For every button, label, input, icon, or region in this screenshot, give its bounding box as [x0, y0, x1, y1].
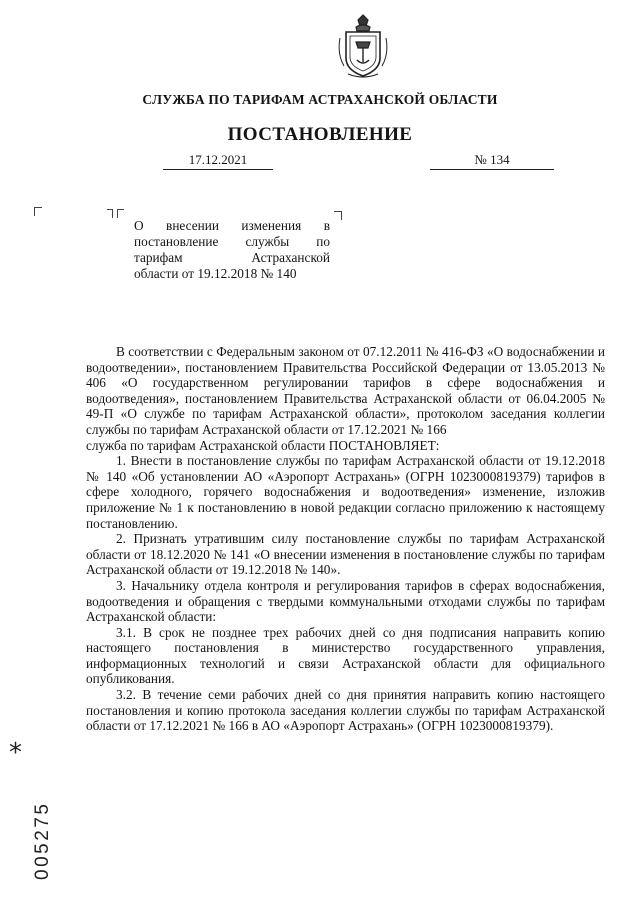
document-number: № 134 — [430, 152, 554, 170]
subject-line: области от 19.12.2018 № 140 — [134, 266, 297, 281]
agency-name: СЛУЖБА ПО ТАРИФАМ АСТРАХАНСКОЙ ОБЛАСТИ — [142, 92, 498, 107]
body-paragraph-item-3-1: 3.1. В срок не позднее трех рабочих дней со дня подписания направить копию настоящего постановления в министерство государственного управления, информационных технологий и связи Астраханской области для официального опубликования. — [86, 624, 605, 687]
document-date: 17.12.2021 — [163, 152, 273, 170]
corner-mark-subject-left — [107, 209, 113, 218]
corner-mark-subject-left-2 — [117, 209, 124, 218]
body-paragraph-item-3-2: 3.2. В течение семи рабочих дней со дня принятия направить копию настоящего постановления и копию протокола заседания коллегии службы по тарифам Астраханской области от 17.12.2021 № 166 в АО «Аэропорт Астрахань» (ОГРН 1023000819379). — [86, 687, 605, 734]
body-paragraph-item-3: 3. Начальнику отдела контроля и регулирования тарифов в сферах водоснабжения, водоотведения и обращения с твердыми коммунальными отходами службы по тарифам Астраханской области: — [86, 577, 605, 625]
body-paragraph-item-2: 2. Признать утратившим силу постановление службы по тарифам Астраханской области от 18.12.2020 № 141 «О внесении изменения в постановление службы по тарифам Астраханской области от 19.12.2018 № 140». — [86, 531, 605, 578]
document-subject — [134, 218, 330, 282]
coat-of-arms-icon — [336, 14, 390, 82]
body-paragraph-resolves: служба по тарифам Астраханской области ПОСТАНОВЛЯЕТ: — [86, 437, 440, 453]
corner-mark-subject-right — [334, 211, 342, 220]
subject-line: постановление службы по — [134, 234, 330, 249]
subject-line: О внесении изменения в — [134, 218, 330, 233]
body-paragraph-item-1: 1. Внести в постановление службы по тарифам Астраханской области от 19.12.2018 № 140 «Об установлении АО «Аэропорт Астрахань» (ОГРН 1023000819379) тарифов в сфере холодного, горячего водоснабжения и водоотведения» изменение, изложив приложение № 1 к постановлению в новой редакции согласно приложению к настоящему постановлению. — [86, 453, 605, 531]
document-body — [86, 344, 605, 734]
registration-stamp — [6, 738, 53, 880]
corner-mark-left — [34, 207, 42, 216]
document-type: ПОСТАНОВЛЕНИЕ — [227, 124, 413, 145]
subject-line: тарифам Астраханской — [134, 250, 330, 265]
body-paragraph-preamble: В соответствии с Федеральным законом от 07.12.2011 № 416-ФЗ «О водоснабжении и водоотведении», постановлением Правительства Российской Федерации от 13.05.2013 № 406 «О государственном регулировании тарифов в сфере водоснабжения и водоотведения», постановлением Правительства Астраханской области от 06.04.2005 № 49-П «О службе по тарифам Астраханской области», протоколом заседания коллегии службы по тарифам Астраханской области от 17.12.2021 № 166 — [86, 344, 605, 437]
stamp-code: 005275 — [32, 801, 53, 880]
stamp-star-mark: * — [9, 738, 22, 768]
